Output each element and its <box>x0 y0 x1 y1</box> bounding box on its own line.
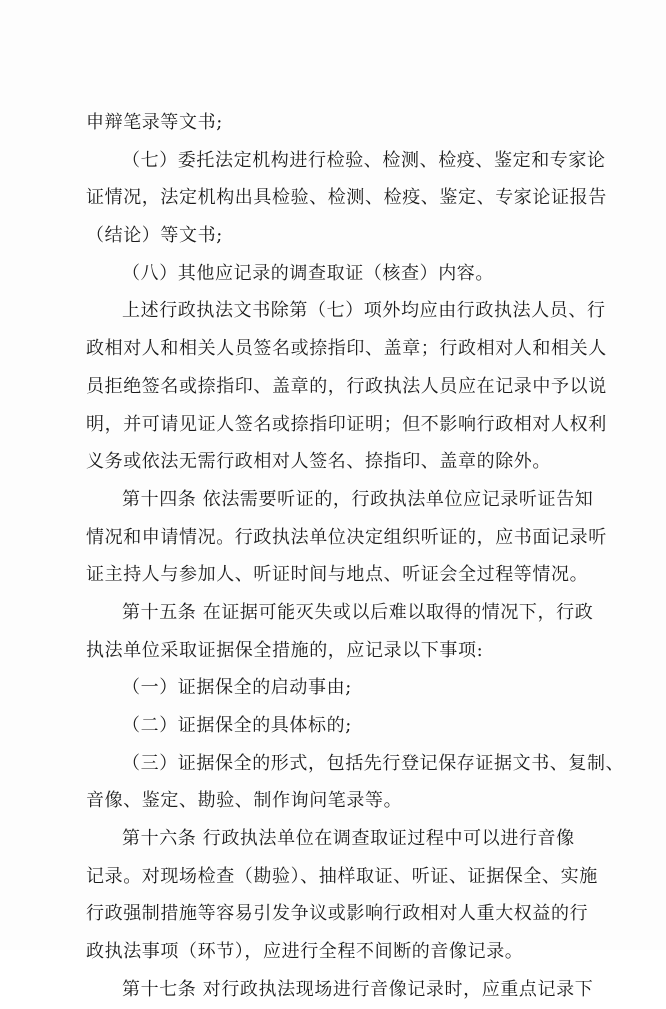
text-line: 员拒绝签名或捺指印、盖章的，行政执法人员应在记录中予以说 <box>86 375 607 397</box>
text-line: 申辩笔录等文书; <box>86 112 223 133</box>
article-15-line: 第十五条 在证据可能灭失或以后难以取得的情况下，行政 <box>122 601 594 623</box>
text-line: （三）证据保全的形式，包括先行登记保存证据文书、复制、 <box>122 752 625 774</box>
text-line: 义务或依法无需行政相对人签名、捺指印、盖章的除外。 <box>86 451 551 473</box>
text-line: 明，并可请见证人签名或捺指印证明；但不影响行政相对人权利 <box>86 413 607 435</box>
text-line: （一）证据保全的启动事由; <box>122 677 352 699</box>
text-line: （二）证据保全的具体标的; <box>122 715 352 736</box>
article-16-line: 第十六条 行政执法单位在调查取证过程中可以进行音像 <box>122 828 575 850</box>
text-line: 情况和申请情况。行政执法单位决定组织听证的，应书面记录听 <box>86 526 607 548</box>
text-line: 上述行政执法文书除第（七）项外均应由行政执法人员、行 <box>122 300 606 322</box>
text-line: （八）其他应记录的调查取证（核查）内容。 <box>122 262 494 284</box>
text-line: 证主持人与参加人、听证时间与地点、听证会全过程等情况。 <box>86 564 589 586</box>
text-line: （七）委托法定机构进行检验、检测、检疫、鉴定和专家论 <box>122 149 606 171</box>
text-line: 执法单位采取证据保全措施的，应记录以下事项: <box>86 639 484 661</box>
text-line: 政相对人和相关人员签名或捺指印、盖章；行政相对人和相关人 <box>86 338 607 360</box>
text-line: （结论）等文书; <box>86 225 223 247</box>
text-line: 行政强制措施等容易引发争议或影响行政相对人重大权益的行 <box>86 903 589 925</box>
article-14-line: 第十四条 依法需要听证的，行政执法单位应记录听证告知 <box>122 488 594 510</box>
text-line: 记录。对现场检查（勘验）、抽样取证、听证、证据保全、实施 <box>86 865 598 887</box>
text-line: 政执法事项（环节），应进行全程不间断的音像记录。 <box>86 941 524 963</box>
text-line: 音像、鉴定、勘验、制作询问笔录等。 <box>86 790 403 812</box>
document-body <box>86 104 625 1009</box>
article-17-line: 第十七条 对行政执法现场进行音像记录时，应重点记录下 <box>122 978 594 1000</box>
text-line: 证情况，法定机构出具检验、检测、检疫、鉴定、专家论证报告 <box>86 187 607 209</box>
